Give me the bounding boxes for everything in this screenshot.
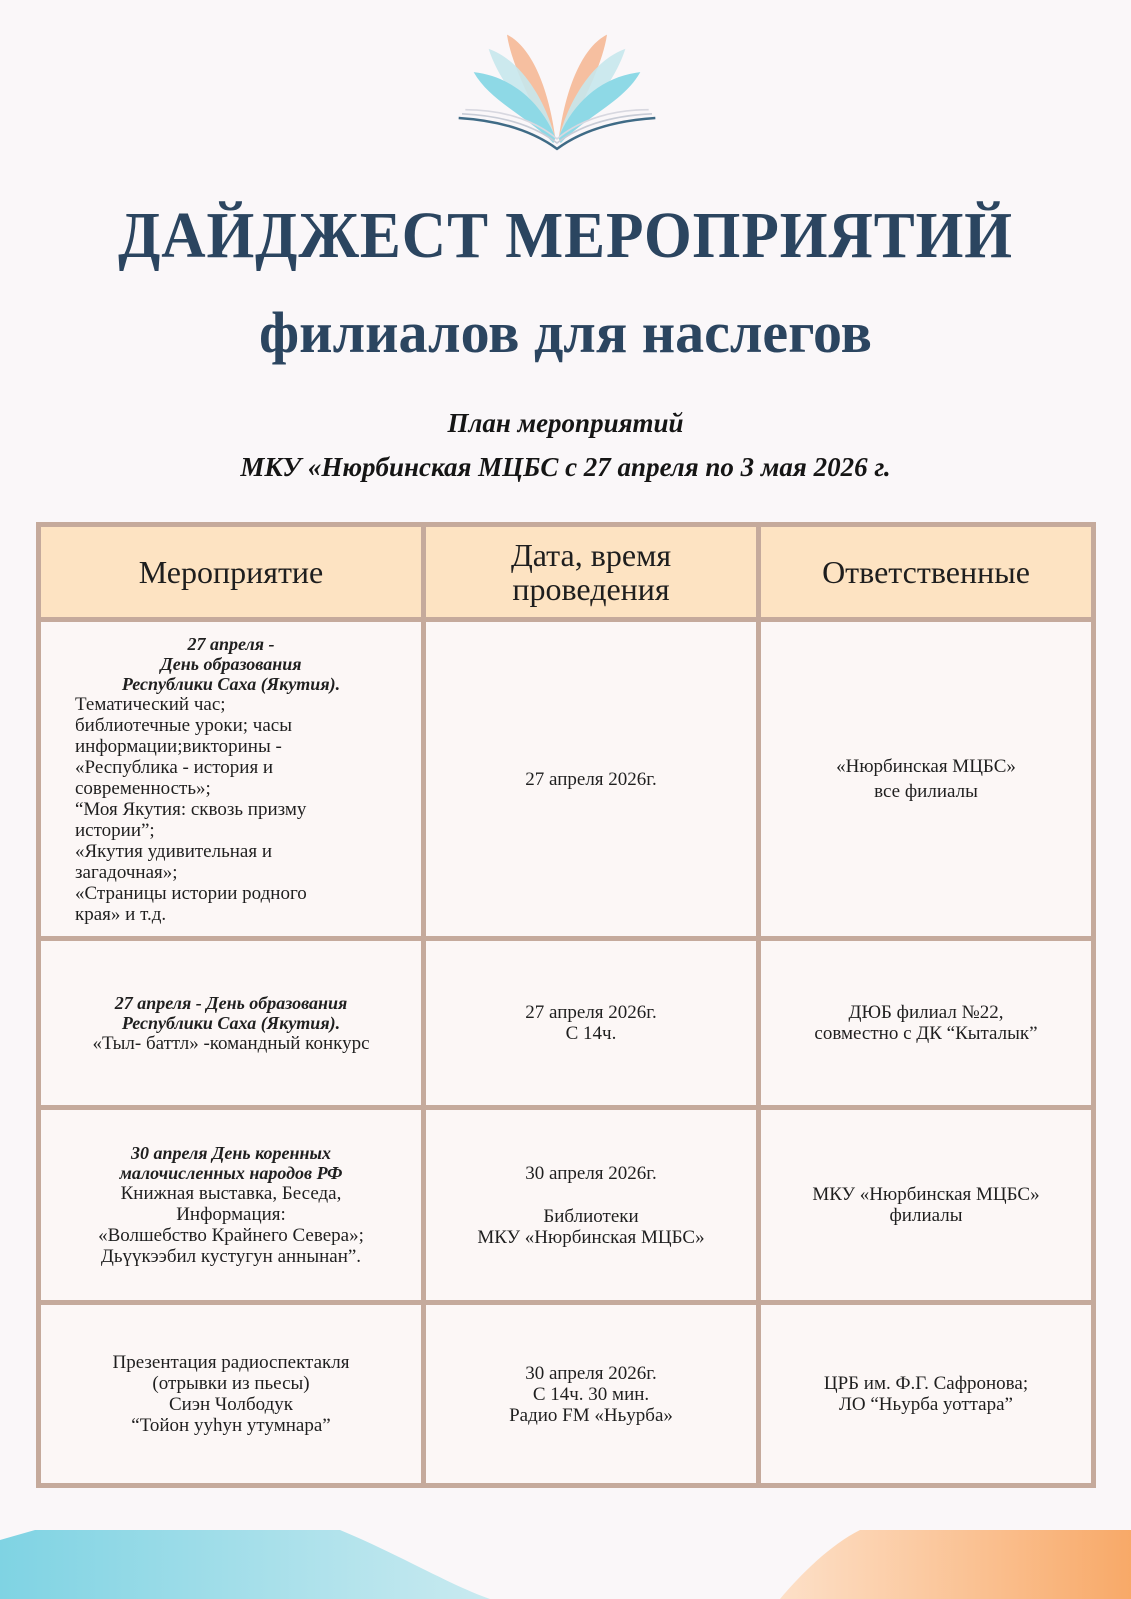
blue-wave-shape — [0, 1530, 490, 1599]
responsible-cell — [761, 1305, 1091, 1483]
digest-title: ДАЙДЖЕСТ МЕРОПРИЯТИЙ — [118, 199, 1013, 272]
date-line: Радио FM «Ньурба» — [509, 1404, 673, 1426]
plan-period: МКУ «Нюрбинская МЦБС с 27 апреля по 3 мая 2026 г. — [240, 452, 891, 482]
event-body-line: (отрывки из пьесы) — [152, 1373, 310, 1394]
date-line: МКУ «Нюрбинская МЦБС» — [477, 1226, 705, 1248]
date-cell — [426, 1305, 756, 1483]
date-line: 27 апреля 2026г. — [525, 1002, 657, 1023]
column-header-event: Мероприятие — [41, 527, 421, 617]
plan-heading: План мероприятий — [447, 408, 684, 438]
date-line: С 14ч. — [565, 1023, 617, 1044]
responsible-line: филиалы — [889, 1205, 963, 1226]
event-title-line: 27 апреля - День образования — [114, 992, 348, 1013]
column-header-responsible: Ответственные — [761, 527, 1091, 617]
event-title-line: малочисленных народов РФ — [119, 1163, 343, 1183]
event-body-line: Дьүүкээбил кустугун аннынан”. — [100, 1246, 362, 1267]
event-body-line: «Страницы истории родного — [75, 882, 307, 904]
responsible-line: ЛО “Ньурба уоттара” — [839, 1394, 1013, 1415]
event-cell — [41, 1110, 421, 1300]
event-title-line: 30 апреля День коренных — [131, 1143, 331, 1163]
event-title-line: Республики Саха (Якутия). — [121, 1012, 341, 1033]
responsible-line: ЦРБ им. Ф.Г. Сафронова; — [823, 1373, 1029, 1394]
event-body-line: современность»; — [75, 777, 211, 799]
event-body-line: Сиэн Чолбодук — [168, 1394, 293, 1415]
decorative-waves — [0, 1530, 1131, 1599]
event-body-line: библиотечные уроки; часы — [75, 714, 292, 736]
responsible-cell — [761, 941, 1091, 1105]
event-body-line: Тематический час; — [75, 693, 226, 715]
event-body-line: Презентация радиоспектакля — [112, 1352, 350, 1373]
responsible-cell — [761, 622, 1091, 936]
column-header-date-line: проведения — [512, 571, 670, 607]
date-line: Библиотеки — [543, 1205, 639, 1227]
date-line: 30 апреля 2026г. — [525, 1362, 657, 1384]
date-line: С 14ч. 30 мин. — [532, 1383, 650, 1405]
event-body-line: загадочная»; — [75, 861, 178, 883]
event-body-line: “Моя Якутия: сквозь призму — [75, 798, 307, 820]
event-body-line: «Якутия удивительная и — [75, 840, 273, 862]
event-body-line: информации;викторины - — [75, 735, 282, 757]
event-body-line: края» и т.д. — [75, 903, 167, 925]
event-cell — [41, 622, 421, 936]
orange-wave-shape — [780, 1530, 1131, 1599]
column-header-date — [426, 527, 756, 617]
responsible-line: «Нюрбинская МЦБС» — [836, 756, 1016, 777]
responsible-line: совместно с ДК “Кыталык” — [814, 1023, 1038, 1044]
responsible-line: ДЮБ филиал №22, — [848, 1002, 1004, 1023]
event-body-line: «Тыл- баттл» -командный конкурс — [92, 1032, 370, 1054]
event-cell — [41, 1305, 421, 1483]
event-title-line: 27 апреля - — [187, 633, 275, 654]
event-body-line: “Тойон ууһун утумнара” — [131, 1415, 331, 1436]
responsible-line: МКУ «Нюрбинская МЦБС» — [812, 1184, 1040, 1205]
date-cell — [426, 941, 756, 1105]
event-title-line: День образования — [160, 653, 302, 674]
event-cell — [41, 941, 421, 1105]
event-body-line: Информация: — [176, 1204, 286, 1225]
responsible-line: все филиалы — [874, 781, 978, 802]
date-line: 30 апреля 2026г. — [525, 1162, 657, 1184]
digest-subtitle: филиалов для наслегов — [259, 300, 872, 365]
event-body-line: «Республика - история и — [75, 756, 274, 778]
column-header-date-line: Дата, время — [510, 537, 672, 573]
date-cell — [426, 1110, 756, 1300]
date-cell — [426, 622, 756, 936]
event-title-line: Республики Саха (Якутия). — [121, 673, 341, 694]
events-table — [36, 522, 1096, 1488]
open-book-icon — [432, 28, 682, 158]
event-body-line: «Волшебство Крайнего Севера»; — [98, 1225, 364, 1246]
date-line: 27 апреля 2026г. — [525, 768, 657, 790]
event-body-line: истории”; — [75, 819, 155, 841]
event-body-line: Книжная выставка, Беседа, — [120, 1183, 342, 1204]
responsible-cell — [761, 1110, 1091, 1300]
